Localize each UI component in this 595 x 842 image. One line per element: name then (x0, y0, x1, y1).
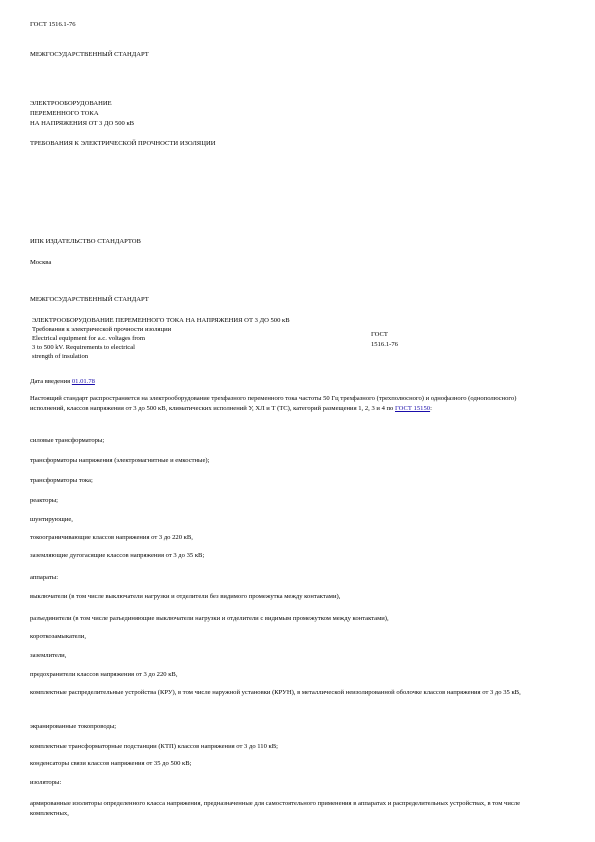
doc-code: ГОСТ 1516.1-76 (30, 21, 76, 28)
list-item: комплектные распределительные устройства (КРУ), в том числе наружной установки (КРУН), в металлической неизолированной оболочке классов напряжения от 3 до 35 кВ, (30, 689, 521, 696)
gost-number: 1516.1-76 (371, 341, 398, 348)
list-item: заземляющие дугогасящие классов напряжения от 3 до 35 кВ; (30, 552, 205, 559)
list-item: реакторы; (30, 497, 58, 504)
list-item: изоляторы: (30, 779, 62, 786)
list-item: экранированные токопроводы; (30, 723, 117, 730)
intro-end: : (430, 405, 432, 412)
list-item: шунтирующие, (30, 516, 73, 523)
cover-title-line-2: ПЕРЕМЕННОГО ТОКА (30, 110, 99, 117)
cover-title-line-3: НА НАПРЯЖЕНИЯ ОТ 3 ДО 500 кВ (30, 120, 135, 127)
list-item: короткозамыкатели, (30, 633, 86, 640)
list-item: токоограничивающие классов напряжения от 3 до 220 кВ, (30, 534, 193, 541)
body-title: ЭЛЕКТРООБОРУДОВАНИЕ ПЕРЕМЕННОГО ТОКА НА НАПРЯЖЕНИЯ ОТ 3 ДО 500 кВ (32, 317, 290, 324)
list-item: предохранители классов напряжения от 3 до 220 кВ, (30, 671, 178, 678)
subtitle-ru: Требования к электрической прочности изоляции (32, 326, 172, 333)
list-item: выключатели (в том числе выключатели нагрузки и отделители без видимого промежутка между контактами), (30, 593, 341, 600)
list-item: конденсаторы связи классов напряжения от 35 до 500 кВ; (30, 760, 192, 767)
date-label: Дата введения (30, 378, 71, 385)
date-row (30, 377, 95, 386)
list-item: разъединители (в том числе разъединяющие выключатели нагрузки и отделители с видимым промежутком между контактами), (30, 615, 389, 622)
subtitle-en-line-1: Electrical equipment for a.c. voltages from (32, 335, 145, 342)
date-value-link[interactable]: 01.01.78 (71, 378, 95, 385)
list-item: трансформаторы тока; (30, 477, 93, 484)
intro-paragraph (30, 394, 550, 414)
list-item: комплектные трансформаторные подстанции (КТП) классов напряжения от 3 до 110 кВ; (30, 743, 278, 750)
cover-subtitle: ТРЕБОВАНИЯ К ЭЛЕКТРИЧЕСКОЙ ПРОЧНОСТИ ИЗОЛЯЦИИ (30, 140, 216, 147)
cover-title-line-1: ЭЛЕКТРООБОРУДОВАНИЕ (30, 100, 112, 107)
gost-15150-link[interactable]: ГОСТ 15150 (395, 405, 431, 412)
body-standard-type: МЕЖГОСУДАРСТВЕННЫЙ СТАНДАРТ (30, 296, 149, 303)
list-item: аппараты: (30, 574, 59, 581)
subtitle-en-line-3: strength of insulation (32, 353, 89, 360)
city: Москва (30, 259, 52, 266)
publisher: ИПК ИЗДАТЕЛЬСТВО СТАНДАРТОВ (30, 238, 141, 245)
list-item: заземлители, (30, 652, 67, 659)
subtitle-en-line-2: 3 to 500 kV. Requirements to electrical (32, 344, 135, 351)
gost-label: ГОСТ (371, 331, 388, 338)
list-item: силовые трансформаторы; (30, 437, 105, 444)
list-item: армированные изоляторы определенного класса напряжения, предназначенные для самостоятельного применения в аппаратах и распределительных устройствах, в том числе комплектных, (30, 800, 521, 817)
list-item: трансформаторы напряжения (электромагнитные и емкостные); (30, 457, 210, 464)
intro-text: Настоящий стандарт распространяется на электрооборудование трехфазного переменного тока частоты 50 Гц трехфазного (трехполюсного) и однофазного (однополюсного) исполнений, классов напряжения от 3 до 500 кВ, климатических исполнений У, ХЛ и Т (ТС), категорий размещения 1, 2, 3 и 4 по (30, 395, 517, 412)
standard-type-heading: МЕЖГОСУДАРСТВЕННЫЙ СТАНДАРТ (30, 51, 149, 58)
